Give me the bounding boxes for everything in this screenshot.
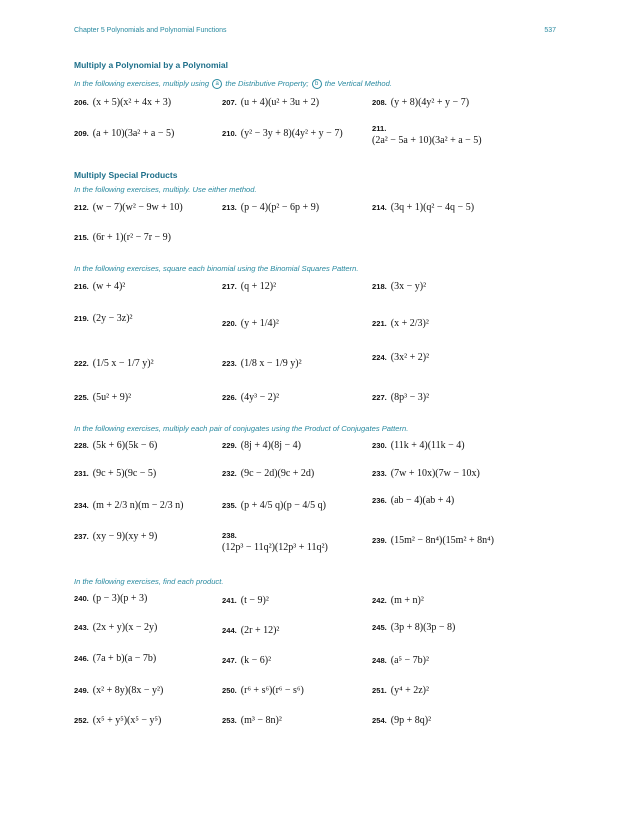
- exercise-227: 227. (8p³ − 3)²: [372, 392, 430, 403]
- exercise-212: 212. (w − 7)(w² − 9w + 10): [74, 202, 183, 213]
- exercise-252: 252. (x⁵ + y⁵)(x⁵ − y⁵): [74, 715, 162, 726]
- exercise-224: 224. (3x² + 2)²: [372, 352, 430, 363]
- section-title-multiply-polynomial: Multiply a Polynomial by a Polynomial: [74, 60, 228, 70]
- exercise-235: 235. (p + 4/5 q)(p − 4/5 q): [222, 500, 326, 511]
- exercise-207: 207. (u + 4)(u² + 3u + 2): [222, 97, 320, 108]
- exercise-222: 222. (1/5 x − 1/7 y)²: [74, 358, 154, 369]
- exercise-213: 213. (p − 4)(p² − 6p + 9): [222, 202, 320, 213]
- section-instruction: In the following exercises, multiply. Use either method.: [74, 185, 257, 194]
- exercise-250: 250. (r⁶ + s⁶)(r⁶ − s⁶): [222, 685, 304, 696]
- exercise-225: 225. (5u² + 9)²: [74, 392, 132, 403]
- exercise-240: 240. (p − 3)(p + 3): [74, 593, 148, 604]
- exercise-249: 249. (x² + 8y)(8x − y²): [74, 685, 164, 696]
- exercise-242: 242. (m + n)²: [372, 595, 424, 606]
- exercise-221: 221. (x + 2/3)²: [372, 318, 429, 329]
- exercise-247: 247. (k − 6)²: [222, 655, 272, 666]
- section-instruction: In the following exercises, find each product.: [74, 577, 224, 586]
- exercise-246: 246. (7a + b)(a − 7b): [74, 653, 157, 664]
- section-instruction: In the following exercises, square each binomial using the Binomial Squares Pattern.: [74, 264, 359, 273]
- circled-a-marker: a: [212, 79, 222, 89]
- exercise-234: 234. (m + 2/3 n)(m − 2/3 n): [74, 500, 184, 511]
- exercise-253: 253. (m³ − 8n)²: [222, 715, 282, 726]
- exercise-251: 251. (y⁴ + 2z)²: [372, 685, 430, 696]
- chapter-header: Chapter 5 Polynomials and Polynomial Functions: [74, 27, 227, 34]
- exercise-232: 232. (9c − 2d)(9c + 2d): [222, 468, 315, 479]
- exercise-236: 236. (ab − 4)(ab + 4): [372, 495, 455, 506]
- exercise-237: 237. (xy − 9)(xy + 9): [74, 531, 158, 542]
- exercise-238: 238. (12p³ − 11q²)(12p³ + 11q²): [222, 531, 328, 553]
- exercise-229: 229. (8j + 4)(8j − 4): [222, 440, 301, 451]
- instruction-text: the Distributive Property;: [225, 79, 309, 88]
- exercise-245: 245. (3p + 8)(3p − 8): [372, 622, 456, 633]
- circled-b-marker: b: [312, 79, 322, 89]
- section-title-special-products: Multiply Special Products: [74, 170, 178, 180]
- exercise-206: 206. (x + 5)(x² + 4x + 3): [74, 97, 172, 108]
- exercise-211: 211. (2a² − 5a + 10)(3a² + a − 5): [372, 124, 482, 146]
- exercise-215: 215. (6r + 1)(r² − 7r − 9): [74, 232, 172, 243]
- exercise-239: 239. (15m² − 8n⁴)(15m² + 8n⁴): [372, 535, 494, 546]
- instruction-text: In the following exercises, multiply using: [74, 79, 210, 88]
- exercise-233: 233. (7w + 10x)(7w − 10x): [372, 468, 480, 479]
- exercise-244: 244. (2r + 12)²: [222, 625, 280, 636]
- exercise-208: 208. (y + 8)(4y² + y − 7): [372, 97, 470, 108]
- instruction-text: the Vertical Method.: [324, 79, 392, 88]
- exercise-219: 219. (2y − 3z)²: [74, 313, 133, 324]
- section-instruction: [74, 79, 392, 89]
- exercise-223: 223. (1/8 x − 1/9 y)²: [222, 358, 302, 369]
- exercise-230: 230. (11k + 4)(11k − 4): [372, 440, 465, 451]
- exercise-231: 231. (9c + 5)(9c − 5): [74, 468, 157, 479]
- exercise-209: 209. (a + 10)(3a² + a − 5): [74, 128, 175, 139]
- exercise-217: 217. (q + 12)²: [222, 281, 277, 292]
- exercise-254: 254. (9p + 8q)²: [372, 715, 432, 726]
- exercise-226: 226. (4y³ − 2)²: [222, 392, 280, 403]
- exercise-210: 210. (y² − 3y + 8)(4y² + y − 7): [222, 128, 343, 139]
- exercise-228: 228. (5k + 6)(5k − 6): [74, 440, 158, 451]
- exercise-220: 220. (y + 1/4)²: [222, 318, 279, 329]
- page-number: 537: [544, 27, 556, 34]
- exercise-248: 248. (a⁵ − 7b)²: [372, 655, 430, 666]
- exercise-218: 218. (3x − y)²: [372, 281, 427, 292]
- section-instruction: In the following exercises, multiply each pair of conjugates using the Product of Conjugates Pattern.: [74, 424, 409, 433]
- exercise-243: 243. (2x + y)(x − 2y): [74, 622, 158, 633]
- exercise-241: 241. (t − 9)²: [222, 595, 269, 606]
- exercise-216: 216. (w + 4)²: [74, 281, 126, 292]
- exercise-214: 214. (3q + 1)(q² − 4q − 5): [372, 202, 475, 213]
